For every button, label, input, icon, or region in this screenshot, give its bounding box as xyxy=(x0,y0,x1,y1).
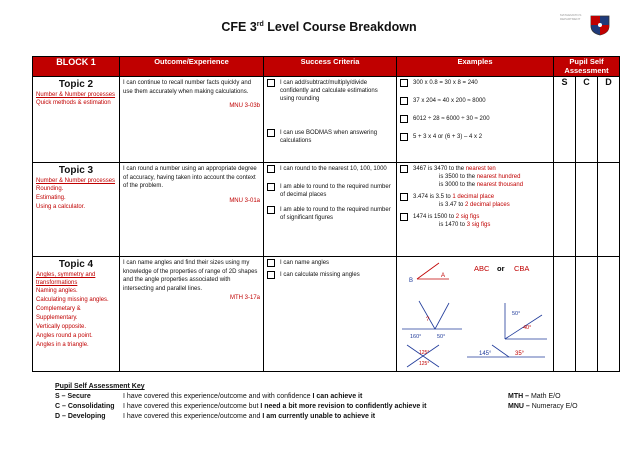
checkbox[interactable] xyxy=(267,183,275,191)
checkbox[interactable] xyxy=(400,133,408,141)
outcome-text: I can name angles and find their sizes using my knowledge of the properties of range of 2D shapes and the angle properties associated with intersecting and parallel lines. xyxy=(123,260,258,292)
outcome-code: MTH 3-17a xyxy=(229,295,260,301)
self-assessment-d[interactable]: D xyxy=(598,77,620,163)
key-description: I have covered this experience/outcome and with confidence I can achieve it xyxy=(123,393,363,400)
assessment-header: Pupil Self Assessment xyxy=(554,57,620,77)
example-text: 3467 is 3470 to the nearest ten is 3500 to the nearest hundred is 3000 to the nearest thousand xyxy=(413,166,524,188)
key-subject: MNU – Numeracy E/O xyxy=(508,403,578,410)
criteria-cell xyxy=(264,77,397,163)
criteria-cell xyxy=(264,257,397,372)
topic-subtitle: Angles, symmetry and transformations xyxy=(36,272,96,286)
topic-title: Topic 4 xyxy=(58,259,94,270)
checkbox[interactable] xyxy=(400,193,408,201)
key-subject xyxy=(508,412,615,422)
criterion-text: I can add/subtract/multiply/divide confidently and calculate estimations using rounding xyxy=(280,80,378,102)
topic-item: Supplementary. xyxy=(36,315,78,321)
vertically-opposite-figure xyxy=(407,345,439,367)
criterion-text: I can use BODMAS when answering calculations xyxy=(280,130,378,144)
key-row xyxy=(55,412,615,422)
topic-subtitle: Number & Number processes xyxy=(36,178,116,184)
examples-cell xyxy=(397,257,554,372)
self-assessment-s-cell[interactable] xyxy=(554,163,576,257)
label-b: B xyxy=(409,278,414,284)
example-text: 1474 is 1500 to 2 sig figs is 1470 to 3 sig figs xyxy=(413,214,491,228)
criterion-text: I am able to round to the required number of significant figures xyxy=(280,207,391,221)
checkbox[interactable] xyxy=(267,271,275,279)
topic-cell xyxy=(33,163,120,257)
self-assessment-c[interactable]: C xyxy=(576,77,598,163)
checkbox[interactable] xyxy=(267,206,275,214)
topic-item: Quick methods & estimation xyxy=(36,100,111,106)
checkbox[interactable] xyxy=(267,259,275,267)
self-assessment-d-cell[interactable] xyxy=(598,257,620,372)
criterion-text: I am able to round to the required number of decimal places xyxy=(280,184,391,198)
topic-item: Vertically opposite. xyxy=(36,324,87,330)
label-40: 40° xyxy=(523,325,532,331)
topic-item: Angles round a point. xyxy=(36,333,93,339)
criteria-cell xyxy=(264,163,397,257)
outcome-text: I can round a number using an appropriate degree of accuracy, having taken into account the context of the problem. xyxy=(123,166,257,189)
checkbox[interactable] xyxy=(267,79,275,87)
logo-caption: MATHEMATICS DEPARTMENT xyxy=(560,13,582,21)
triangle-angles-figure xyxy=(467,345,545,357)
outcome-cell xyxy=(120,77,264,163)
topic-item: Calculating missing angles. xyxy=(36,297,109,303)
block-header: BLOCK 1 xyxy=(33,57,120,77)
label-or: or xyxy=(497,264,505,273)
label-cba: CBA xyxy=(514,264,530,273)
topic-item: Complemetary & xyxy=(36,306,81,312)
key-term: S – Secure xyxy=(55,393,91,400)
key-description: I have covered this experience/outcome but I need a bit more revision to confidently achieve it xyxy=(123,403,427,410)
checkbox[interactable] xyxy=(400,115,408,123)
topic-title: Topic 2 xyxy=(58,79,94,90)
example-text: 37 x 204 ≈ 40 x 200 ≈ 8000 xyxy=(413,98,486,104)
example-text: 3.474 is 3.5 to 1 decimal place is 3.47 to 2 decimal places xyxy=(413,194,510,208)
school-crest-icon xyxy=(588,14,612,36)
checkbox[interactable] xyxy=(400,97,408,105)
topic-subtitle: Number & Number processes xyxy=(36,92,116,98)
checkbox[interactable] xyxy=(400,213,408,221)
key-title: Pupil Self Assessment Key xyxy=(55,383,145,390)
key-row xyxy=(55,392,615,402)
examples-cell xyxy=(397,77,554,163)
self-assessment-c-cell[interactable] xyxy=(576,257,598,372)
label-50b: 50° xyxy=(512,311,521,317)
right-angle-figure xyxy=(505,303,547,339)
key-row xyxy=(55,402,615,412)
key-term: C – Consolidating xyxy=(55,403,115,410)
topic-item: Using a calculator. xyxy=(36,204,86,210)
straight-line-figure xyxy=(402,301,462,340)
outcome-code: MNU 3-01a xyxy=(229,197,260,204)
outcome-header: Outcome/Experience xyxy=(120,57,264,77)
topic-cell xyxy=(33,257,120,372)
outcome-cell xyxy=(120,163,264,257)
example-text: 300 x 0.8 = 30 x 8 = 240 xyxy=(413,80,478,86)
label-125b: 125° xyxy=(419,361,430,367)
example-text: 6012 ÷ 28 ≈ 6000 ÷ 30 ≈ 200 xyxy=(413,116,490,122)
label-160: 160° xyxy=(410,334,422,340)
angle-abc-figure xyxy=(409,263,529,284)
checkbox[interactable] xyxy=(267,165,275,173)
topic-title: Topic 3 xyxy=(58,165,94,176)
page-title: CFE 3rd Level Course Breakdown xyxy=(221,20,417,34)
key-description: I have covered this experience/outcome and I am currently unable to achieve it xyxy=(123,413,376,420)
label-question: ? xyxy=(426,317,430,323)
label-35: 35° xyxy=(515,351,525,357)
criteria-header: Success Criteria xyxy=(264,57,397,77)
topic-item: Angles in a triangle. xyxy=(36,342,89,348)
assessment-key xyxy=(55,383,615,422)
topic-item: Naming angles. xyxy=(36,288,78,294)
topic-item: Rounding. xyxy=(36,186,64,192)
example-text: 5 + 3 x 4 or (6 + 3) – 4 x 2 xyxy=(413,134,483,140)
label-50a: 50° xyxy=(437,334,446,340)
label-145: 145° xyxy=(479,351,492,357)
criterion-text: I can name angles xyxy=(280,260,330,266)
outcome-cell xyxy=(120,257,264,372)
angles-diagram xyxy=(397,257,554,370)
label-abc: ABC xyxy=(474,264,490,273)
self-assessment-c-cell[interactable] xyxy=(576,163,598,257)
examples-header: Examples xyxy=(397,57,554,77)
label-a: A xyxy=(441,273,446,279)
checkbox[interactable] xyxy=(400,165,408,173)
course-table xyxy=(32,56,620,372)
topic-cell xyxy=(33,77,120,163)
criterion-text: I can calculate missing angles xyxy=(280,272,360,278)
examples-cell xyxy=(397,163,554,257)
key-term: D – Developing xyxy=(55,413,106,420)
checkbox[interactable] xyxy=(267,129,275,137)
self-assessment-d-cell[interactable] xyxy=(598,163,620,257)
topic-item: Estimating. xyxy=(36,195,66,201)
key-subject: MTH – Math E/O xyxy=(508,393,561,400)
self-assessment-s-cell[interactable] xyxy=(554,257,576,372)
criterion-text: I can round to the nearest 10, 100, 1000 xyxy=(280,166,387,172)
checkbox[interactable] xyxy=(400,79,408,87)
label-125a: 125° xyxy=(419,350,430,356)
self-assessment-s[interactable]: S xyxy=(554,77,576,163)
outcome-text: I can continue to recall number facts quickly and use them accurately when making calculations. xyxy=(123,80,252,95)
outcome-code: MNU 3-03b xyxy=(229,103,260,109)
